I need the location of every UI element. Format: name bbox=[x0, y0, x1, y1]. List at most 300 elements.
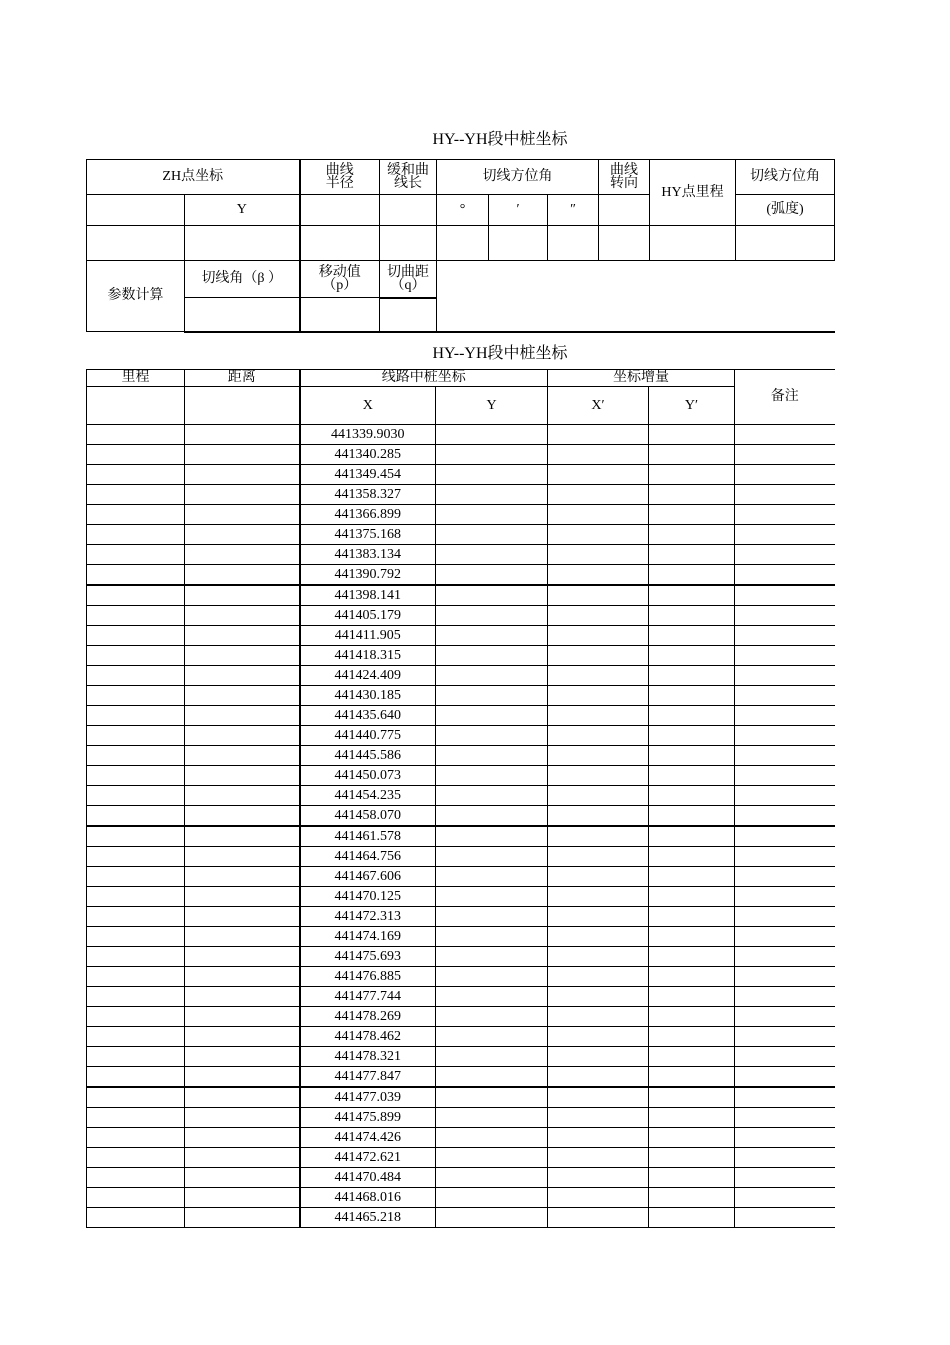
distance-cell[interactable] bbox=[185, 1148, 300, 1168]
x-cell[interactable]: 441476.885 bbox=[300, 967, 436, 987]
turn-value[interactable] bbox=[599, 226, 650, 261]
y-cell[interactable] bbox=[436, 1087, 548, 1108]
remark-cell[interactable] bbox=[735, 666, 835, 686]
zh-y-value[interactable] bbox=[185, 226, 300, 261]
y-cell[interactable] bbox=[436, 606, 548, 626]
remark-cell[interactable] bbox=[735, 485, 835, 505]
x-prime-cell[interactable] bbox=[548, 706, 649, 726]
distance-cell[interactable] bbox=[185, 686, 300, 706]
mileage-cell[interactable] bbox=[87, 726, 185, 746]
x-cell[interactable]: 441477.847 bbox=[300, 1067, 436, 1088]
mileage-cell[interactable] bbox=[87, 1188, 185, 1208]
x-cell[interactable]: 441450.073 bbox=[300, 766, 436, 786]
remark-cell[interactable] bbox=[735, 867, 835, 887]
y-cell[interactable] bbox=[436, 806, 548, 827]
x-prime-cell[interactable] bbox=[548, 847, 649, 867]
distance-cell[interactable] bbox=[185, 425, 300, 445]
x-prime-cell[interactable] bbox=[548, 686, 649, 706]
shift-value[interactable] bbox=[300, 298, 380, 332]
x-cell[interactable]: 441445.586 bbox=[300, 746, 436, 766]
x-cell[interactable]: 441470.484 bbox=[300, 1168, 436, 1188]
y-prime-cell[interactable] bbox=[649, 1168, 735, 1188]
x-prime-cell[interactable] bbox=[548, 1047, 649, 1067]
y-prime-cell[interactable] bbox=[649, 525, 735, 545]
remark-cell[interactable] bbox=[735, 626, 835, 646]
mileage-cell[interactable] bbox=[87, 1128, 185, 1148]
mileage-cell[interactable] bbox=[87, 826, 185, 847]
y-prime-cell[interactable] bbox=[649, 626, 735, 646]
x-prime-cell[interactable] bbox=[548, 585, 649, 606]
radius-header-line2: 半径 bbox=[325, 176, 354, 191]
x-cell[interactable]: 441458.070 bbox=[300, 806, 436, 827]
y-cell[interactable] bbox=[436, 867, 548, 887]
remark-cell[interactable] bbox=[735, 806, 835, 827]
distance-cell[interactable] bbox=[185, 585, 300, 606]
remark-cell[interactable] bbox=[735, 1007, 835, 1027]
mileage-cell[interactable] bbox=[87, 1087, 185, 1108]
distance-cell[interactable] bbox=[185, 525, 300, 545]
mileage-cell[interactable] bbox=[87, 1027, 185, 1047]
distance-cell[interactable] bbox=[185, 967, 300, 987]
x-prime-cell[interactable] bbox=[548, 867, 649, 887]
x-cell[interactable]: 441454.235 bbox=[300, 786, 436, 806]
distance-cell[interactable] bbox=[185, 505, 300, 525]
y-cell[interactable] bbox=[436, 1208, 548, 1228]
y-cell[interactable] bbox=[436, 706, 548, 726]
y-cell[interactable] bbox=[436, 1148, 548, 1168]
remark-cell[interactable] bbox=[735, 425, 835, 445]
x-cell[interactable]: 441475.693 bbox=[300, 947, 436, 967]
x-prime-cell[interactable] bbox=[548, 1188, 649, 1208]
y-cell[interactable] bbox=[436, 425, 548, 445]
remark-cell[interactable] bbox=[735, 686, 835, 706]
y-cell[interactable] bbox=[436, 465, 548, 485]
distance-cell[interactable] bbox=[185, 927, 300, 947]
y-cell[interactable] bbox=[436, 746, 548, 766]
y-cell[interactable] bbox=[436, 505, 548, 525]
x-cell[interactable]: 441465.218 bbox=[300, 1208, 436, 1228]
x-cell[interactable]: 441430.185 bbox=[300, 686, 436, 706]
remark-cell[interactable] bbox=[735, 565, 835, 586]
remark-cell[interactable] bbox=[735, 1108, 835, 1128]
x-cell[interactable]: 441398.141 bbox=[300, 585, 436, 606]
y-prime-cell[interactable] bbox=[649, 847, 735, 867]
x-prime-cell[interactable] bbox=[548, 1168, 649, 1188]
x-prime-cell[interactable] bbox=[548, 606, 649, 626]
x-prime-cell[interactable] bbox=[548, 746, 649, 766]
x-cell[interactable]: 441366.899 bbox=[300, 505, 436, 525]
mileage-cell[interactable] bbox=[87, 1067, 185, 1088]
y-cell[interactable] bbox=[436, 927, 548, 947]
y-prime-cell[interactable] bbox=[649, 1047, 735, 1067]
y-cell[interactable] bbox=[436, 1007, 548, 1027]
mileage-cell[interactable] bbox=[87, 1108, 185, 1128]
y-prime-cell[interactable] bbox=[649, 706, 735, 726]
x-prime-cell[interactable] bbox=[548, 465, 649, 485]
x-prime-cell[interactable] bbox=[548, 766, 649, 786]
distance-cell[interactable] bbox=[185, 646, 300, 666]
y-prime-cell[interactable] bbox=[649, 1087, 735, 1108]
y-cell[interactable] bbox=[436, 766, 548, 786]
mileage-cell[interactable] bbox=[87, 545, 185, 565]
y-prime-cell[interactable] bbox=[649, 1208, 735, 1228]
distance-cell[interactable] bbox=[185, 847, 300, 867]
distance-cell[interactable] bbox=[185, 1047, 300, 1067]
x-prime-cell[interactable] bbox=[548, 967, 649, 987]
distance-cell[interactable] bbox=[185, 867, 300, 887]
distance-cell[interactable] bbox=[185, 826, 300, 847]
y-prime-cell[interactable] bbox=[649, 505, 735, 525]
y-cell[interactable] bbox=[436, 585, 548, 606]
zh-x-value[interactable] bbox=[87, 226, 185, 261]
distance-cell[interactable] bbox=[185, 666, 300, 686]
mileage-cell[interactable] bbox=[87, 485, 185, 505]
remark-cell[interactable] bbox=[735, 465, 835, 485]
distance-cell[interactable] bbox=[185, 786, 300, 806]
y-cell[interactable] bbox=[436, 565, 548, 586]
x-cell[interactable]: 441475.899 bbox=[300, 1108, 436, 1128]
distance-cell[interactable] bbox=[185, 1027, 300, 1047]
distance-cell[interactable] bbox=[185, 1087, 300, 1108]
remark-cell[interactable] bbox=[735, 1027, 835, 1047]
remark-cell[interactable] bbox=[735, 525, 835, 545]
y-prime-cell[interactable] bbox=[649, 826, 735, 847]
distance-cell[interactable] bbox=[185, 887, 300, 907]
y-prime-cell[interactable] bbox=[649, 766, 735, 786]
x-prime-cell[interactable] bbox=[548, 505, 649, 525]
table-row bbox=[87, 826, 835, 847]
x-cell[interactable]: 441435.640 bbox=[300, 706, 436, 726]
x-cell[interactable]: 441390.792 bbox=[300, 565, 436, 586]
x-prime-cell[interactable] bbox=[548, 1087, 649, 1108]
y-prime-cell[interactable] bbox=[649, 967, 735, 987]
y-prime-cell[interactable] bbox=[649, 1128, 735, 1148]
table-row bbox=[87, 947, 835, 967]
x-cell[interactable]: 441440.775 bbox=[300, 726, 436, 746]
distance-cell[interactable] bbox=[185, 565, 300, 586]
mileage-cell[interactable] bbox=[87, 646, 185, 666]
mileage-cell[interactable] bbox=[87, 746, 185, 766]
x-prime-cell[interactable] bbox=[548, 646, 649, 666]
y-cell[interactable] bbox=[436, 887, 548, 907]
distance-cell[interactable] bbox=[185, 746, 300, 766]
distance-cell[interactable] bbox=[185, 465, 300, 485]
x-cell[interactable]: 441349.454 bbox=[300, 465, 436, 485]
mileage-cell[interactable] bbox=[87, 1047, 185, 1067]
mileage-cell[interactable] bbox=[87, 766, 185, 786]
mileage-cell[interactable] bbox=[87, 1148, 185, 1168]
y-prime-cell[interactable] bbox=[649, 425, 735, 445]
distance-cell[interactable] bbox=[185, 987, 300, 1007]
y-prime-cell[interactable] bbox=[649, 887, 735, 907]
distance-cell[interactable] bbox=[185, 626, 300, 646]
mileage-cell[interactable] bbox=[87, 465, 185, 485]
y-prime-cell[interactable] bbox=[649, 1148, 735, 1168]
distance-cell[interactable] bbox=[185, 947, 300, 967]
spiral-value[interactable] bbox=[380, 226, 437, 261]
y-cell[interactable] bbox=[436, 726, 548, 746]
x-prime-cell[interactable] bbox=[548, 1027, 649, 1047]
distance-cell[interactable] bbox=[185, 445, 300, 465]
x-prime-cell[interactable] bbox=[548, 1128, 649, 1148]
mileage-cell[interactable] bbox=[87, 565, 185, 586]
x-prime-cell[interactable] bbox=[548, 987, 649, 1007]
y-prime-cell[interactable] bbox=[649, 927, 735, 947]
y-cell[interactable] bbox=[436, 987, 548, 1007]
x-cell[interactable]: 441472.621 bbox=[300, 1148, 436, 1168]
y-prime-cell[interactable] bbox=[649, 606, 735, 626]
remark-cell[interactable] bbox=[735, 706, 835, 726]
x-cell[interactable]: 441375.168 bbox=[300, 525, 436, 545]
x-prime-cell[interactable] bbox=[548, 626, 649, 646]
mileage-cell[interactable] bbox=[87, 1208, 185, 1228]
mileage-cell[interactable] bbox=[87, 1168, 185, 1188]
x-prime-cell[interactable] bbox=[548, 1007, 649, 1027]
remark-cell[interactable] bbox=[735, 1188, 835, 1208]
y-prime-cell[interactable] bbox=[649, 1007, 735, 1027]
y-cell[interactable] bbox=[436, 1108, 548, 1128]
y-cell[interactable] bbox=[436, 1067, 548, 1088]
table-row bbox=[87, 565, 835, 586]
y-prime-cell[interactable] bbox=[649, 746, 735, 766]
y-cell[interactable] bbox=[436, 1027, 548, 1047]
y-prime-cell[interactable] bbox=[649, 786, 735, 806]
y-prime-cell[interactable] bbox=[649, 545, 735, 565]
y-prime-cell[interactable] bbox=[649, 1188, 735, 1208]
mileage-cell[interactable] bbox=[87, 806, 185, 827]
remark-cell[interactable] bbox=[735, 505, 835, 525]
x-prime-cell[interactable] bbox=[548, 907, 649, 927]
mileage-cell[interactable] bbox=[87, 947, 185, 967]
x-cell[interactable]: 441461.578 bbox=[300, 826, 436, 847]
y-prime-cell[interactable] bbox=[649, 867, 735, 887]
remark-cell[interactable] bbox=[735, 606, 835, 626]
x-cell[interactable]: 441474.426 bbox=[300, 1128, 436, 1148]
y-prime-cell[interactable] bbox=[649, 1027, 735, 1047]
x-cell[interactable]: 441477.744 bbox=[300, 987, 436, 1007]
remark-cell[interactable] bbox=[735, 1208, 835, 1228]
x-prime-cell[interactable] bbox=[548, 726, 649, 746]
distance-cell[interactable] bbox=[185, 1007, 300, 1027]
y-cell[interactable] bbox=[436, 1128, 548, 1148]
x-cell[interactable]: 441477.039 bbox=[300, 1087, 436, 1108]
x-prime-cell[interactable] bbox=[548, 927, 649, 947]
distance-cell[interactable] bbox=[185, 1168, 300, 1188]
remark-cell[interactable] bbox=[735, 1087, 835, 1108]
y-prime-cell[interactable] bbox=[649, 646, 735, 666]
y-cell[interactable] bbox=[436, 907, 548, 927]
remark-cell[interactable] bbox=[735, 987, 835, 1007]
remark-cell[interactable] bbox=[735, 585, 835, 606]
x-cell[interactable]: 441424.409 bbox=[300, 666, 436, 686]
y-prime-cell[interactable] bbox=[649, 907, 735, 927]
x-cell[interactable]: 441470.125 bbox=[300, 887, 436, 907]
distance-cell[interactable] bbox=[185, 1188, 300, 1208]
second-value[interactable] bbox=[548, 226, 599, 261]
table-row bbox=[87, 967, 835, 987]
distance-cell[interactable] bbox=[185, 1208, 300, 1228]
y-cell[interactable] bbox=[436, 947, 548, 967]
distance-cell[interactable] bbox=[185, 606, 300, 626]
distance-cell[interactable] bbox=[185, 706, 300, 726]
q-value[interactable] bbox=[380, 298, 437, 332]
x-cell[interactable]: 441472.313 bbox=[300, 907, 436, 927]
x-cell[interactable]: 441467.606 bbox=[300, 867, 436, 887]
remark-cell[interactable] bbox=[735, 786, 835, 806]
x-prime-cell[interactable] bbox=[548, 525, 649, 545]
x-prime-cell[interactable] bbox=[548, 1148, 649, 1168]
y-prime-cell[interactable] bbox=[649, 987, 735, 1007]
y-prime-cell[interactable] bbox=[649, 565, 735, 586]
remark-cell[interactable] bbox=[735, 1128, 835, 1148]
distance-cell[interactable] bbox=[185, 1128, 300, 1148]
y-prime-cell[interactable] bbox=[649, 1067, 735, 1088]
y-cell[interactable] bbox=[436, 847, 548, 867]
hy-station-value[interactable] bbox=[650, 226, 736, 261]
distance-cell[interactable] bbox=[185, 907, 300, 927]
distance-cell[interactable] bbox=[185, 1108, 300, 1128]
mileage-cell[interactable] bbox=[87, 927, 185, 947]
distance-cell[interactable] bbox=[185, 1067, 300, 1088]
x-prime-cell[interactable] bbox=[548, 666, 649, 686]
y-cell[interactable] bbox=[436, 525, 548, 545]
y-cell[interactable] bbox=[436, 485, 548, 505]
x-cell[interactable]: 441478.321 bbox=[300, 1047, 436, 1067]
mileage-cell[interactable] bbox=[87, 967, 185, 987]
mileage-cell[interactable] bbox=[87, 445, 185, 465]
x-prime-cell[interactable] bbox=[548, 826, 649, 847]
y-cell[interactable] bbox=[436, 445, 548, 465]
x-prime-cell[interactable] bbox=[548, 1108, 649, 1128]
y-cell[interactable] bbox=[436, 646, 548, 666]
x-prime-cell[interactable] bbox=[548, 947, 649, 967]
x-prime-cell[interactable] bbox=[548, 887, 649, 907]
remark-cell[interactable] bbox=[735, 746, 835, 766]
y-prime-cell[interactable] bbox=[649, 1108, 735, 1128]
x-cell[interactable]: 441339.9030 bbox=[300, 425, 436, 445]
x-cell[interactable]: 441464.756 bbox=[300, 847, 436, 867]
x-cell[interactable]: 441383.134 bbox=[300, 545, 436, 565]
remark-cell[interactable] bbox=[735, 726, 835, 746]
y-prime-cell[interactable] bbox=[649, 485, 735, 505]
mileage-cell[interactable] bbox=[87, 867, 185, 887]
x-prime-cell[interactable] bbox=[548, 786, 649, 806]
beta-value[interactable] bbox=[185, 298, 300, 332]
remark-cell[interactable] bbox=[735, 1067, 835, 1088]
y-cell[interactable] bbox=[436, 1168, 548, 1188]
remark-cell[interactable] bbox=[735, 545, 835, 565]
remark-cell[interactable] bbox=[735, 927, 835, 947]
mileage-cell[interactable] bbox=[87, 666, 185, 686]
y-cell[interactable] bbox=[436, 967, 548, 987]
mileage-cell[interactable] bbox=[87, 525, 185, 545]
degree-value[interactable] bbox=[437, 226, 489, 261]
mileage-cell[interactable] bbox=[87, 987, 185, 1007]
distance-cell[interactable] bbox=[185, 485, 300, 505]
y-cell[interactable] bbox=[436, 1047, 548, 1067]
x-prime-cell[interactable] bbox=[548, 485, 649, 505]
y-prime-cell[interactable] bbox=[649, 445, 735, 465]
x-prime-cell[interactable] bbox=[548, 445, 649, 465]
mileage-cell[interactable] bbox=[87, 606, 185, 626]
remark-cell[interactable] bbox=[735, 445, 835, 465]
x-prime-cell[interactable] bbox=[548, 425, 649, 445]
remark-cell[interactable] bbox=[735, 847, 835, 867]
mileage-cell[interactable] bbox=[87, 686, 185, 706]
y-cell[interactable] bbox=[436, 545, 548, 565]
x-header: X bbox=[300, 387, 436, 425]
mileage-cell[interactable] bbox=[87, 585, 185, 606]
remark-cell[interactable] bbox=[735, 887, 835, 907]
table-row bbox=[87, 1188, 835, 1208]
y-cell[interactable] bbox=[436, 626, 548, 646]
y-cell[interactable] bbox=[436, 826, 548, 847]
remark-cell[interactable] bbox=[735, 947, 835, 967]
minute-value[interactable] bbox=[489, 226, 548, 261]
x-cell[interactable]: 441358.327 bbox=[300, 485, 436, 505]
y-prime-cell[interactable] bbox=[649, 666, 735, 686]
y-cell[interactable] bbox=[436, 666, 548, 686]
y-prime-cell[interactable] bbox=[649, 585, 735, 606]
mileage-cell[interactable] bbox=[87, 847, 185, 867]
radian-value[interactable] bbox=[736, 226, 835, 261]
x-prime-cell[interactable] bbox=[548, 1208, 649, 1228]
y-prime-cell[interactable] bbox=[649, 465, 735, 485]
mileage-cell[interactable] bbox=[87, 425, 185, 445]
x-cell[interactable]: 441405.179 bbox=[300, 606, 436, 626]
y-cell[interactable] bbox=[436, 1188, 548, 1208]
distance-cell[interactable] bbox=[185, 806, 300, 827]
y-prime-cell[interactable] bbox=[649, 726, 735, 746]
remark-cell[interactable] bbox=[735, 1148, 835, 1168]
x-prime-cell[interactable] bbox=[548, 565, 649, 586]
remark-cell[interactable] bbox=[735, 826, 835, 847]
distance-cell[interactable] bbox=[185, 545, 300, 565]
x-cell[interactable]: 441411.905 bbox=[300, 626, 436, 646]
y-cell[interactable] bbox=[436, 786, 548, 806]
y-cell[interactable] bbox=[436, 686, 548, 706]
x-cell[interactable]: 441478.462 bbox=[300, 1027, 436, 1047]
remark-cell[interactable] bbox=[735, 1047, 835, 1067]
distance-cell[interactable] bbox=[185, 726, 300, 746]
remark-cell[interactable] bbox=[735, 907, 835, 927]
x-cell[interactable]: 441340.285 bbox=[300, 445, 436, 465]
mileage-cell[interactable] bbox=[87, 706, 185, 726]
remark-cell[interactable] bbox=[735, 967, 835, 987]
x-cell[interactable]: 441474.169 bbox=[300, 927, 436, 947]
x-cell[interactable]: 441468.016 bbox=[300, 1188, 436, 1208]
y-prime-cell[interactable] bbox=[649, 947, 735, 967]
x-cell[interactable]: 441418.315 bbox=[300, 646, 436, 666]
mileage-cell[interactable] bbox=[87, 505, 185, 525]
mileage-cell[interactable] bbox=[87, 1007, 185, 1027]
remark-cell[interactable] bbox=[735, 1168, 835, 1188]
y-prime-cell[interactable] bbox=[649, 686, 735, 706]
remark-cell[interactable] bbox=[735, 766, 835, 786]
radius-value[interactable] bbox=[300, 226, 380, 261]
mileage-cell[interactable] bbox=[87, 887, 185, 907]
x-prime-cell[interactable] bbox=[548, 806, 649, 827]
y-prime-cell[interactable] bbox=[649, 806, 735, 827]
x-prime-cell[interactable] bbox=[548, 1067, 649, 1088]
x-cell[interactable]: 441478.269 bbox=[300, 1007, 436, 1027]
mileage-cell[interactable] bbox=[87, 907, 185, 927]
distance-cell[interactable] bbox=[185, 766, 300, 786]
mileage-cell[interactable] bbox=[87, 626, 185, 646]
remark-cell[interactable] bbox=[735, 646, 835, 666]
mileage-cell[interactable] bbox=[87, 786, 185, 806]
x-prime-cell[interactable] bbox=[548, 545, 649, 565]
